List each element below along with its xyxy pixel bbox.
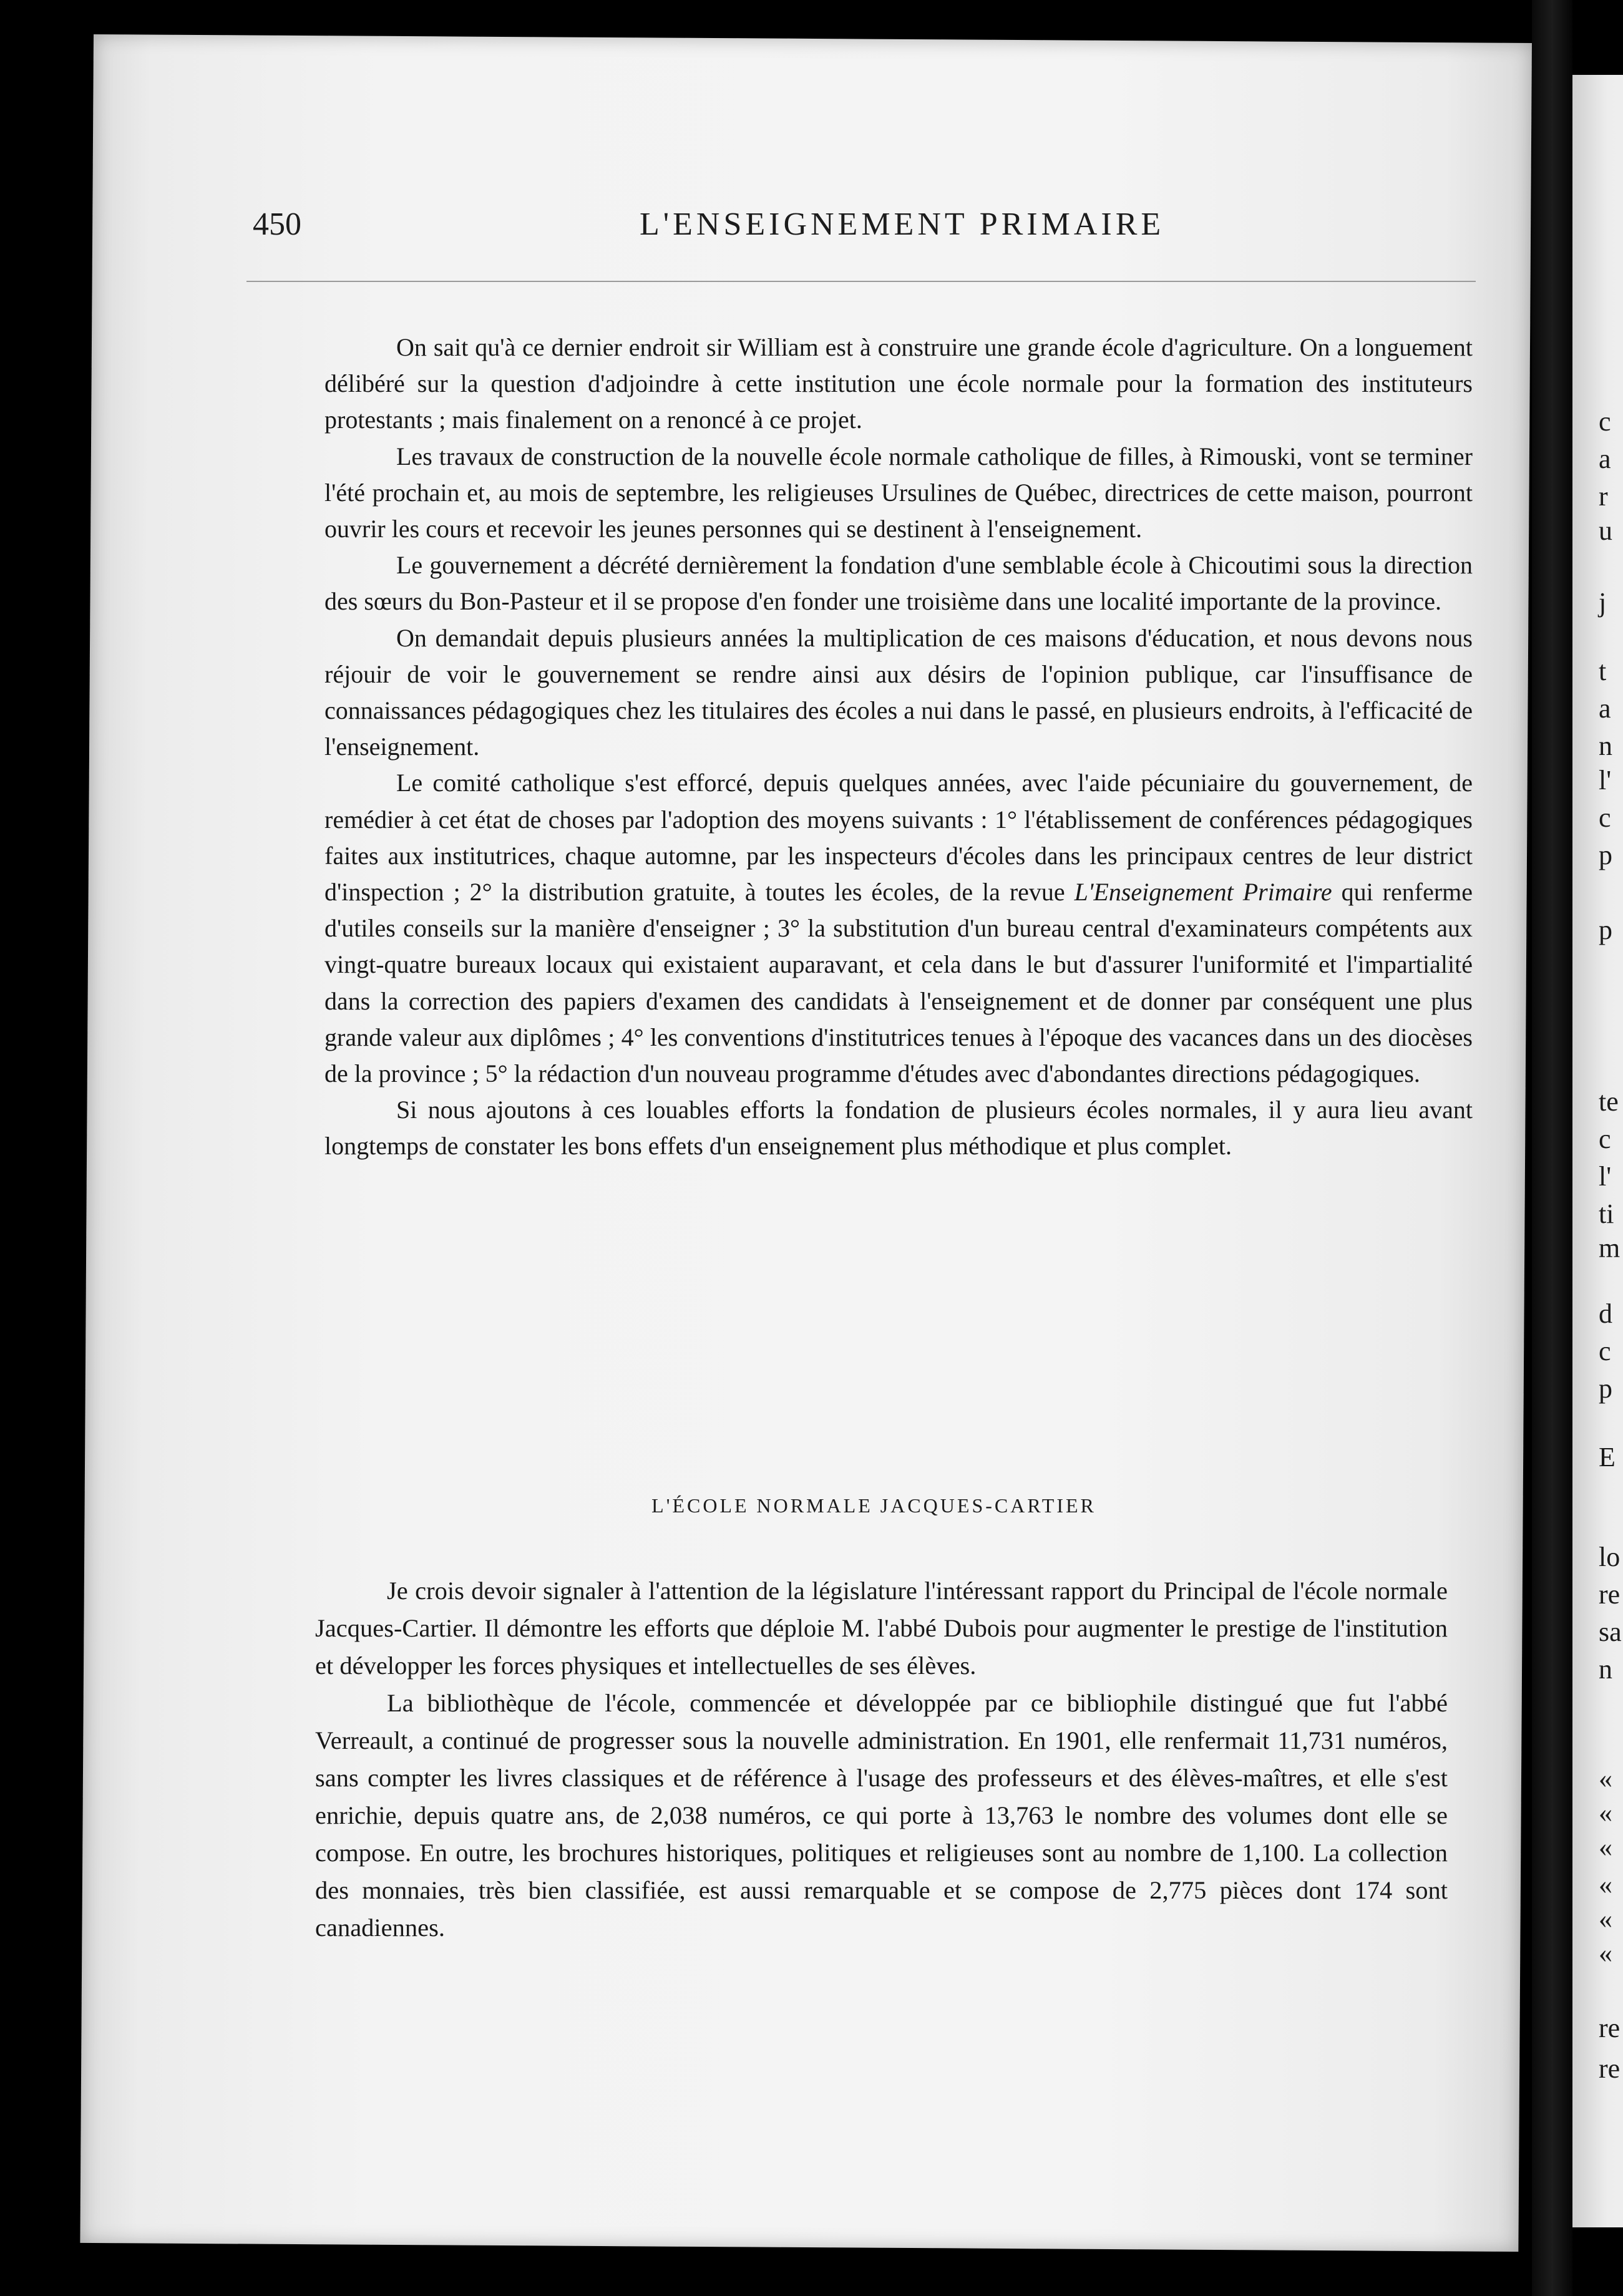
adjacent-page-fragment: t [1599,656,1607,686]
adjacent-page-fragment: n [1599,731,1612,761]
adjacent-page-fragment: c [1599,406,1611,437]
adjacent-page-fragment: lo [1599,1542,1621,1572]
adjacent-page-fragment: p [1599,1373,1612,1404]
journal-title: L'Enseignement Primaire [1074,878,1332,907]
adjacent-page-fragment: te [1599,1086,1619,1117]
adjacent-page-fragment: r [1599,481,1608,512]
adjacent-page-fragment: c [1599,802,1611,833]
adjacent-page-fragment: E [1599,1442,1616,1472]
adjacent-page-fragment: re [1599,2053,1621,2084]
section-heading-text: L'ÉCOLE NORMALE JACQUES-CARTIER [651,1494,1096,1517]
paragraph: Le gouvernement a décrété dernièrement la fondation d'une semblable école à Chicoutimi sous la direction des sœurs du Bon-Pasteur et il se propose d'en fonder une troisième dans une localité importante de la province. [324,551,1473,616]
adjacent-page-fragment: j [1599,587,1607,618]
paragraph: On sait qu'à ce dernier endroit sir William est à construire une grande école d'agriculture. On a longuement délibéré sur la question d'adjoindre à cette institution une école normale pour la formation des instituteurs protestants ; mais finalement on a renoncé à ce projet. [324,333,1473,434]
paragraph: Si nous ajoutons à ces louables efforts la fondation de plusieurs écoles normales, il y aura lieu avant longtemps de constater les bons effets d'un enseignement plus méthodique et plus complet. [324,1096,1473,1160]
adjacent-page-fragment: a [1599,693,1611,724]
adjacent-page-fragment: l' [1599,765,1612,795]
adjacent-page-fragment: m [1599,1233,1621,1263]
paragraph: Je crois devoir signaler à l'attention de la législature l'intéressant rapport du Principal de l'école normale Jacques-Cartier. Il démontre les efforts que déploie M. l'abbé Dubois pour augmenter le prestige de l'institution et développer les forces physiques et intellectuelles de ses élèves. [315,1577,1448,1680]
running-title: L'ENSEIGNEMENT PRIMAIRE [640,207,1165,242]
adjacent-page-fragment: « [1599,1904,1612,1934]
adjacent-page-fragment: d [1599,1298,1612,1329]
section-2-text [315,1572,1448,1947]
paragraph: La bibliothèque de l'école, commencée et développée par ce bibliophile distingué que fut l'abbé Verreault, a continué de progresser sous la nouvelle administration. En 1901, elle renfermait 11,731 numéros, sans compter les livres classiques et de référence à l'usage des professeurs et des élèves-maîtres, et elle s'est enrichie, depuis quatre ans, de 2,038 numéros, ce qui porte à 13,763 le nombre des volumes dont elle se compose. En outre, les brochures historiques, politiques et religieuses sont au nombre de 1,100. La collection des monnaies, très bien classifiée, est aussi remarquable et se compose de 2,775 pièces dont 174 sont canadiennes. [315,1689,1448,1942]
adjacent-page-fragment: « [1599,1832,1612,1862]
page-number: 450 [253,207,301,242]
running-head [253,175,1469,242]
adjacent-page-fragment: ti [1599,1199,1614,1229]
section-1-text [324,329,1473,1165]
adjacent-page-fragment: c [1599,1336,1611,1366]
adjacent-page-fragment: « [1599,1938,1612,1968]
adjacent-page-fragment: « [1599,1869,1612,1900]
adjacent-page-fragment: c [1599,1124,1611,1154]
paragraph: Le comité catholique s'est efforcé, depuis quelques années, avec l'aide pécuniaire du gouvernement, de remédier à cet état de choses par l'adoption des moyens suivants : 1° l'établissement de conférences pédagogiques faites aux institutrices, chaque automne, par les inspecteurs d'écoles dans les principaux centres de leur district d'inspection ; 2° la distribution gratuite, à toutes les écoles, de la revue L'Enseignement Primaire qui renferme d'utiles conseils sur la manière d'enseigner ; 3° la substitution d'un bureau central d'examinateurs compétents aux vingt-quatre bureaux locaux qui existaient auparavant, et cela dans le but d'assurer l'uniformité et l'impartialité dans la correction des papiers d'examen des candidats à l'enseignement et de donner par conséquent une plus grande valeur aux diplômes ; 4° les conventions d'institutrices tenues à l'époque des vacances dans un des diocèses de la province ; 5° la rédaction d'un nouveau programme d'études avec d'abondantes directions pédagogiques. [324,769,1473,1088]
adjacent-page-fragment: re [1599,2013,1621,2043]
adjacent-page-fragment: u [1599,515,1612,546]
adjacent-page-fragment: sa [1599,1617,1622,1647]
paragraph: On demandait depuis plusieurs années la multiplication de ces maisons d'éducation, et nous devons nous réjouir de voir le gouvernement se rendre ainsi aux désirs de l'opinion publique, car l'insuffisance de connaissances pédagogiques chez les titulaires des écoles a nui dans le passé, en plusieurs endroits, à l'efficacité de l'enseignement. [324,623,1473,761]
adjacent-page-fragment: « [1599,1797,1612,1828]
adjacent-page-fragment: p [1599,915,1612,945]
adjacent-page-fragment: re [1599,1579,1621,1610]
adjacent-page-edge [1572,75,1623,2227]
paragraph: Les travaux de construction de la nouvelle école normale catholique de filles, à Rimouski, vont se terminer l'été prochain et, au mois de septembre, les religieuses Ursulines de Québec, directrices de cette maison, pourront ouvrir les cours et recevoir les jeunes personnes qui se destinent à l'enseignement. [324,442,1473,543]
adjacent-page-fragment: « [1599,1763,1612,1794]
adjacent-page-fragment: p [1599,840,1612,870]
book-gutter [1532,0,1572,2296]
adjacent-page-fragment: n [1599,1654,1612,1685]
adjacent-page-fragment: a [1599,444,1611,474]
header-rule [246,281,1476,282]
section-heading [0,1494,1623,1517]
adjacent-page-fragment: l' [1599,1161,1612,1192]
